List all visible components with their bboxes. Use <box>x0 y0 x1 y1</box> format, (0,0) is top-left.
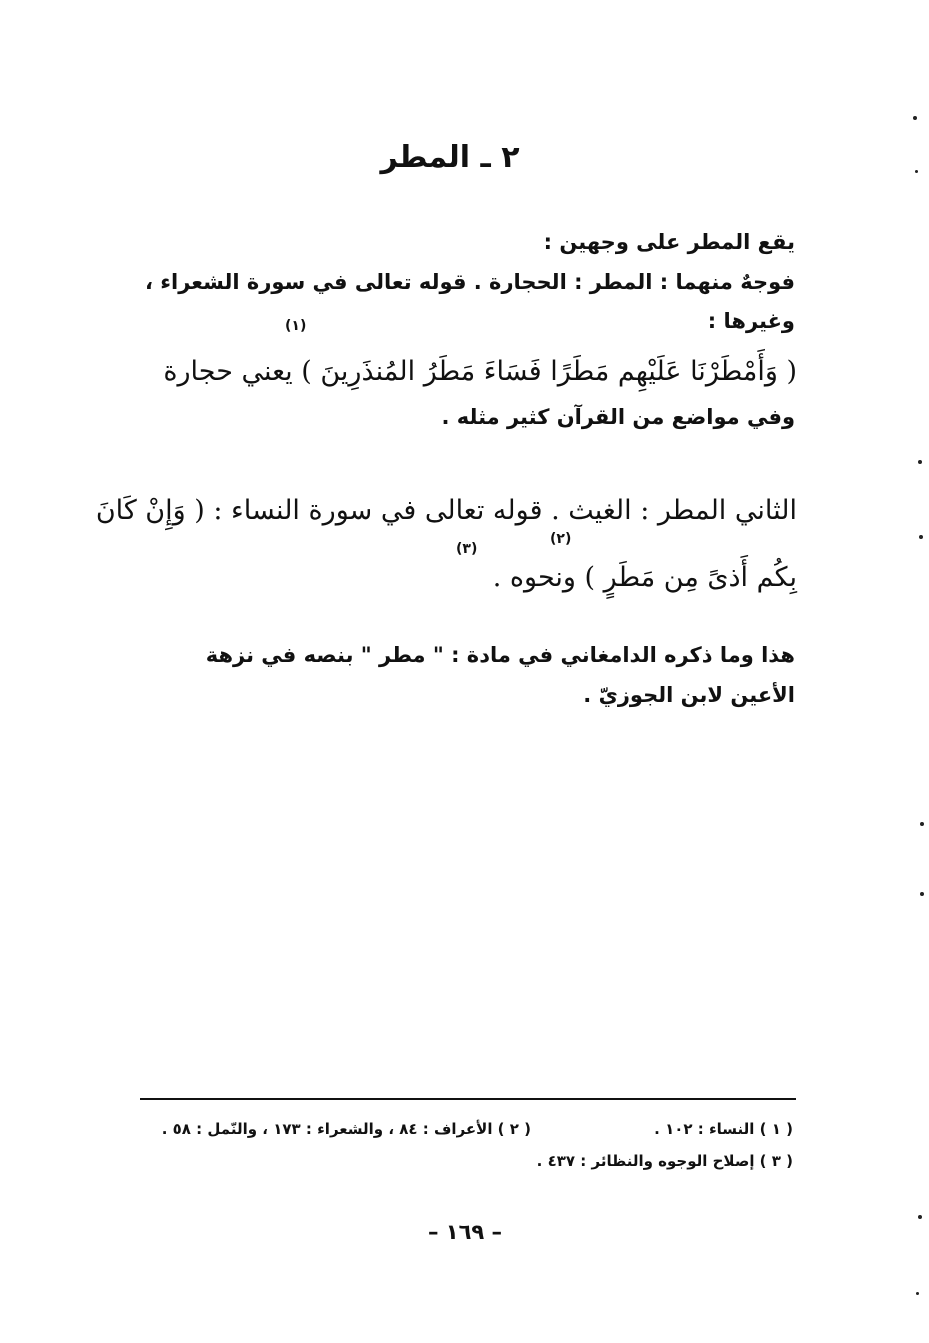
body-line: يقع المطر على وجهين : <box>543 230 795 254</box>
scan-speck <box>918 1215 922 1219</box>
scan-speck <box>918 460 922 464</box>
body-line: وفي مواضع من القرآن كثير مثله . <box>441 405 795 429</box>
page-title: ٢ ـ المطر <box>380 140 520 175</box>
footnote-2: ( ٢ ) الأعراف : ٨٤ ، والشعراء : ١٧٣ ، والنّمل : ٥٨ . <box>161 1120 531 1138</box>
footnote-1: ( ١ ) النساء : ١٠٢ . <box>654 1120 793 1138</box>
scan-speck <box>913 116 917 120</box>
scan-speck <box>920 822 924 826</box>
footnote-ref-3: (٣) <box>456 541 478 557</box>
footnote-3: ( ٣ ) إصلاح الوجوه والنظائر : ٤٣٧ . <box>536 1152 793 1170</box>
scan-speck <box>920 892 924 896</box>
scan-speck <box>915 170 918 173</box>
body-line: وغيرها : <box>707 309 795 333</box>
body-line: الثاني المطر : الغيث . قوله تعالى في سورة النساء : ( وَإِنْ كَانَ <box>95 495 797 526</box>
body-line: فوجهٌ منهما : المطر : الحجارة . قوله تعالى في سورة الشعراء ، <box>145 270 795 294</box>
footnote-ref-1: (١) <box>285 318 307 334</box>
scan-speck <box>916 1292 919 1295</box>
quran-verse-line: ( وَأَمْطَرْنَا عَلَيْهِم مَطَرًا فَسَاءَ مَطَرُ المُنذَرِينَ ) يعني حجارة <box>163 356 797 387</box>
body-line: بِكُم أَذىً مِن مَطَرٍ ) ونحوه . <box>492 562 797 593</box>
footnote-separator <box>140 1098 796 1100</box>
body-line: الأعين لابن الجوزيّ . <box>583 683 795 707</box>
page-number: – ١٦٩ – <box>427 1220 503 1244</box>
scan-speck <box>919 535 923 539</box>
body-line: هذا وما ذكره الدامغاني في مادة : " مطر " بنصه في نزهة <box>205 643 795 667</box>
footnote-ref-2: (٢) <box>550 531 572 547</box>
